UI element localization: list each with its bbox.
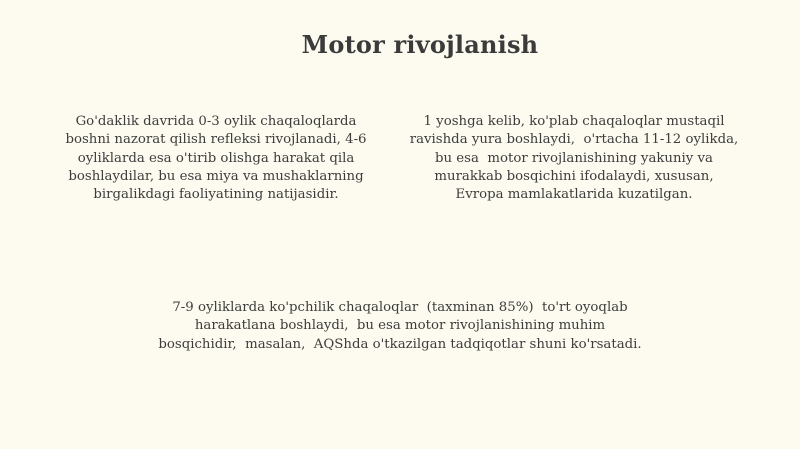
paragraph-line: 1 yoshga kelib, ko'plab chaqaloqlar mustaqil [423,114,725,129]
paragraph-line: oyliklarda esa o'tirib olishga harakat qila [77,150,355,166]
paragraph-line: 7-9 oyliklarda ko'pchilik chaqaloqlar (taxminan 85%) to'rt oyoqlab [172,300,628,315]
paragraph-bottom [120,299,680,354]
paragraph-left [40,113,392,204]
slide-title: Motor rivojlanish [301,30,539,59]
paragraph-line: boshni nazorat qilish refleksi rivojlanadi, 4-6 [65,132,367,148]
paragraph-line: ravishda yura boshlaydi, o'rtacha 11-12 oylikda, [409,132,739,148]
paragraph-line: murakkab bosqichini ifodalaydi, xususan, [434,168,714,184]
paragraph-line: Evropa mamlakatlarida kuzatilgan. [455,187,693,203]
paragraph-line: birgalikdagi faoliyatining natijasidir. [93,187,339,203]
paragraph-line: bosqichidir, masalan, AQShda o'tkazilgan tadqiqotlar shuni ko'rsatadi. [158,336,642,352]
paragraph-right [394,113,754,204]
paragraph-line: harakatlana boshlaydi, bu esa motor rivojlanishining muhim [194,318,606,334]
paragraph-line: boshlaydilar, bu esa miya va mushaklarning [68,168,364,184]
paragraph-line: bu esa motor rivojlanishining yakuniy va [435,150,713,166]
paragraph-line: Go'daklik davrida 0-3 oylik chaqaloqlarda [75,114,357,129]
